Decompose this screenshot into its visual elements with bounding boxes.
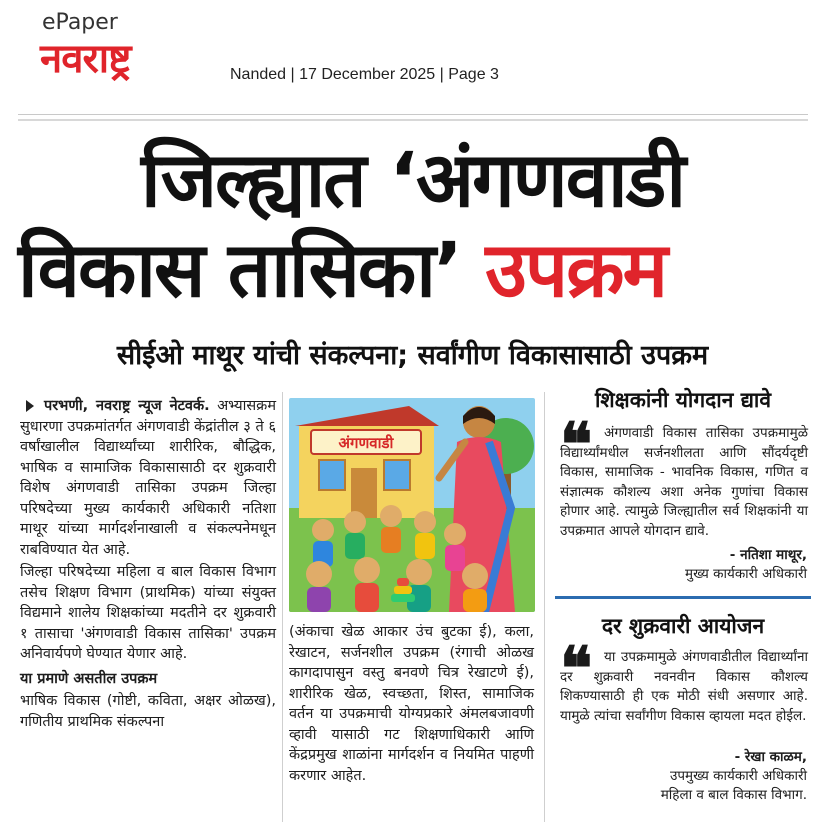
anganwadi-sign: अंगणवाडी (338, 434, 394, 452)
box2-designation-1: उपमुख्य कार्यकारी अधिकारी (669, 768, 807, 784)
column-divider-1 (282, 392, 283, 822)
box1-quote: अंगणवाडी विकास तासिका उपक्रमामुळे विद्यार्थ्यांमधील सर्जनशीलता आणि सौंदर्यदृष्टी विकास, सामाजिक - भावनिक विकास, गणित व संज्ञात्मक कौशल्य अशा अनेक गुणांचा विकास होणार आहे. त्यामुळे जिल्ह्यातील सर्व शिक्षकांनी या उपक्रमात आपले योगदान द्यावे. (560, 425, 808, 539)
box2-designation-2: महिला व बाल विकास विभाग. (660, 787, 807, 803)
top-rule-double (18, 119, 808, 121)
article-para-2: जिल्हा परिषदेच्या महिला व बाल विकास विभाग तसेच शिक्षण विभाग (प्राथमिक) यांच्या संयुक्त विद्यमाने शालेय शिक्षकांच्या मदतीने दर शुक्रवारी १ तासाचा 'अंगणवाडी विकास तासिका' उपक्रम अनिवार्यपणे घेण्यात येणार आहे. (20, 564, 276, 662)
box1-attribution (685, 546, 807, 584)
box1-name: - नतिशा माथूर, (729, 547, 807, 563)
headline-line-2 (18, 222, 666, 318)
top-rule (18, 114, 808, 115)
edition-line: Nanded | 17 December 2025 | Page 3 (230, 66, 499, 83)
box1-title: शिक्षकांनी योगदान द्यावे (594, 388, 772, 412)
quote-open-icon: ❝ (560, 410, 593, 480)
headline-line-1: जिल्ह्यात ‘अंगणवाडी (140, 135, 685, 224)
article-column-2 (289, 622, 534, 788)
dateline: परभणी, नवराष्ट्र न्यूज नेटवर्क. (44, 398, 210, 414)
headline-line-2-black: विकास तासिका’ (18, 225, 486, 314)
epaper-label: ePaper (42, 10, 118, 35)
subheadline: सीईओ माथूर यांची संकल्पना; सर्वांगीण विकासासाठी उपक्रम (116, 340, 709, 371)
box-separator (555, 596, 811, 599)
box2-name: - रेखा काळम, (734, 749, 807, 765)
article-para-1 (20, 396, 276, 560)
quote-open-icon-2: ❝ (560, 634, 593, 704)
box1-designation: मुख्य कार्यकारी अधिकारी (685, 566, 807, 582)
para1-text: अभ्यासक्रम सुधारणा उपक्रमांतर्गत अंगणवाडी केंद्रांतील ३ ते ६ वर्षांखालील विद्यार्थ्यांच्या शारीरिक, बौद्धिक, भाषिक व सामाजिक विकासासाठी दर शुक्रवारी विशेष अंगणवाडी तासिका उपक्रम जिल्हा परिषदेच्या मुख्य कार्यकारी अधिकारी नतिशा माथूर यांच्या मार्गदर्शनाखाली व संकल्पनेमधून राबविण्यात येत आहे. (20, 398, 276, 558)
article-column-1 (20, 396, 276, 734)
classroom-scene-icon (289, 398, 535, 612)
headline-line-2-red: उपक्रम (485, 225, 666, 314)
box2-title: दर शुक्रवारी आयोजन (601, 614, 765, 638)
masthead (0, 0, 825, 112)
triangle-bullet-icon (26, 400, 34, 412)
column-divider-2 (544, 392, 545, 822)
brand-logo[interactable]: नवराष्ट्र (40, 36, 131, 82)
box2-attribution (661, 748, 807, 805)
anganwadi-illustration (289, 398, 535, 612)
box2-quote: या उपक्रमामुळे अंगणवाडीतील विद्यार्थ्यांना दर शुक्रवारी नवनवीन विकास कौशल्य शिकण्यासाठी ही एक मोठी संधी असणार आहे. यामुळे त्यांचा सर्वांगीण विकास व्हायला मदत होईल. (560, 649, 808, 724)
activities-subheading: या प्रमाणे असतील उपक्रम (20, 670, 158, 687)
article-para-4: (अंकाचा खेळ आकार उंच बुटका ई), कला, रेखाटन, सर्जनशील उपक्रम (रंगाची ओळख कागदापासुन वस्तु बनवणे चित्र रेखाटणे ई), शारीरिक खेळ, स्वच्छता, शिस्त, सामाजिक वर्तन या उपक्रमाची योग्यप्रकारे अंमलबजावणी व्हावी यासाठी गट शिक्षणाधिकारी आणि केंद्रप्रमुख शाळांना मार्गदर्शन व नियमित पाहणी करणार आहेत. (289, 624, 534, 784)
article-para-3: भाषिक विकास (गोष्टी, कविता, अक्षर ओळख), गणितीय प्राथमिक संकल्पना (20, 693, 276, 730)
